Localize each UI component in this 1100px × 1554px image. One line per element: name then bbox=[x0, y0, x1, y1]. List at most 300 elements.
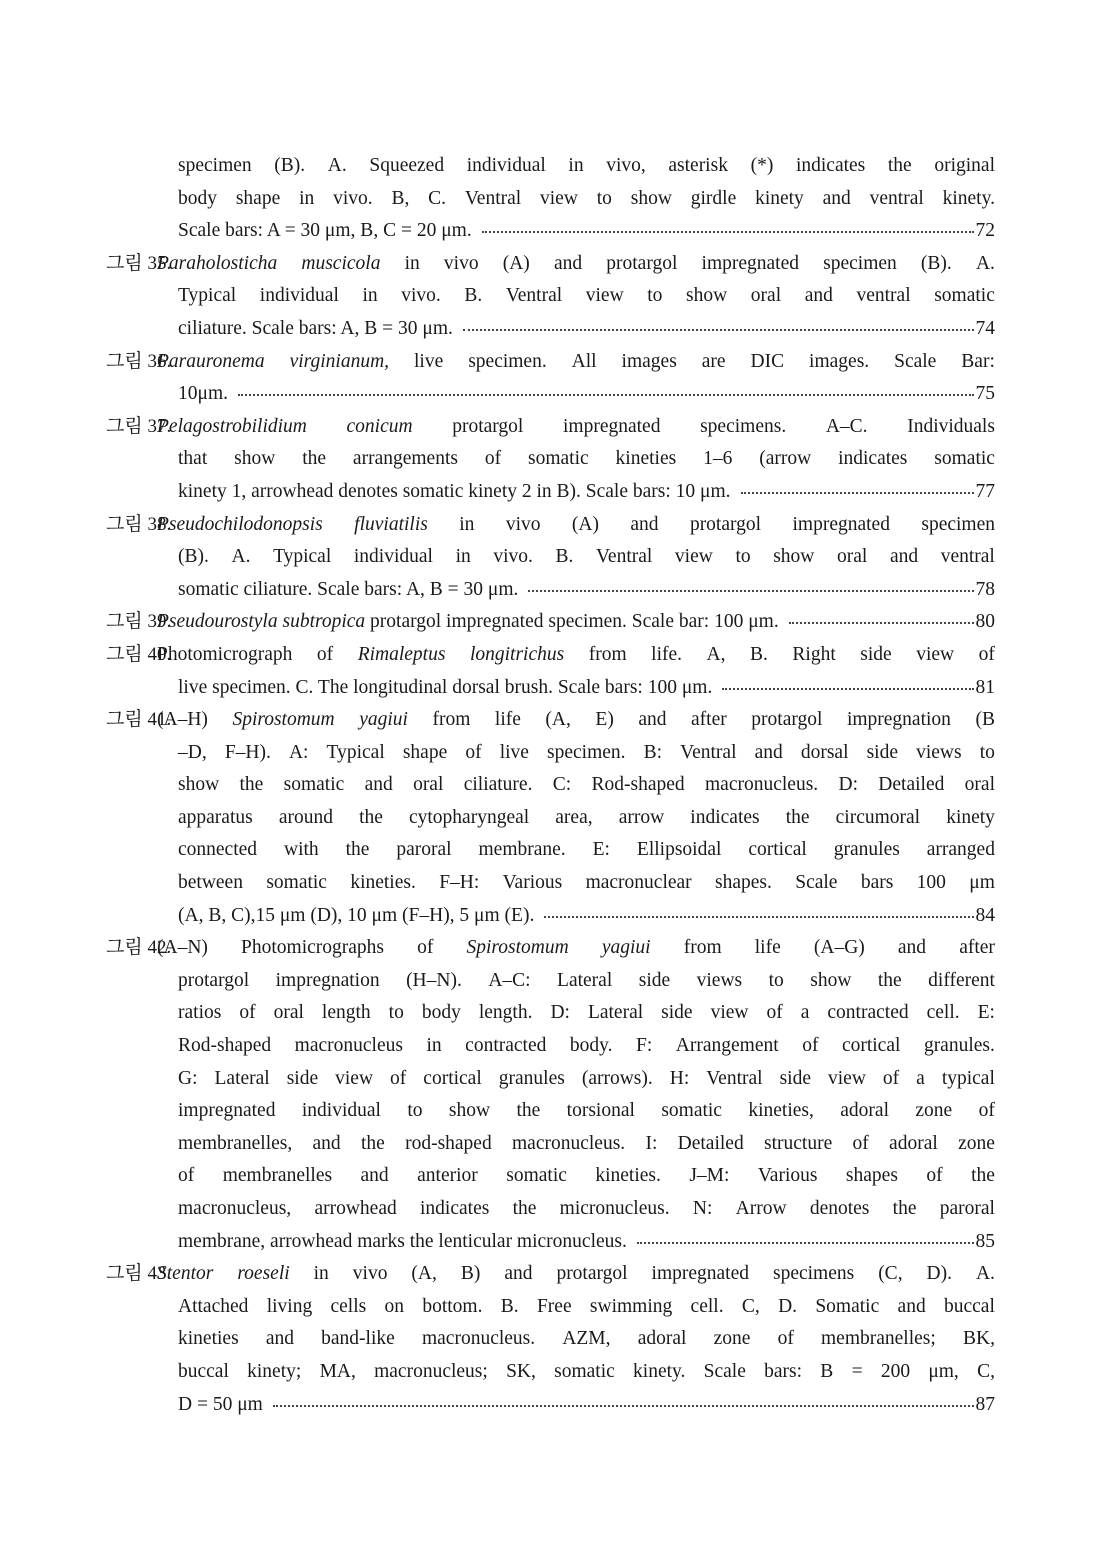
caption-word: (A) bbox=[571, 513, 599, 535]
caption-word: kinety. bbox=[942, 187, 995, 209]
caption-word: somatic bbox=[661, 1100, 722, 1122]
caption-word: individual bbox=[301, 1100, 381, 1122]
caption-word: specimen bbox=[178, 155, 252, 176]
caption-word: in bbox=[299, 187, 315, 209]
caption-word: and bbox=[504, 1263, 533, 1285]
caption-word: anterior bbox=[417, 1165, 478, 1187]
caption-word: adoral bbox=[637, 1328, 687, 1350]
caption-word: images bbox=[621, 350, 677, 372]
caption-word: body bbox=[178, 187, 217, 209]
page-number: 87 bbox=[975, 1393, 995, 1415]
caption-word: B bbox=[820, 1360, 834, 1382]
caption-line bbox=[178, 1063, 995, 1096]
caption-word: view bbox=[674, 546, 713, 568]
caption-word: (A–H) bbox=[157, 709, 208, 731]
caption-word: in bbox=[568, 155, 584, 176]
caption-word: between bbox=[178, 872, 243, 894]
caption-word: Lateral bbox=[214, 1067, 270, 1089]
caption-word: Typical bbox=[273, 546, 332, 568]
caption-word: ciliature. bbox=[463, 774, 533, 796]
figure-caption bbox=[178, 150, 995, 248]
species-word: conicum bbox=[346, 415, 413, 437]
caption-word: of bbox=[978, 643, 995, 665]
caption-line bbox=[178, 541, 995, 574]
page-number: 74 bbox=[975, 317, 995, 339]
caption-word: D). bbox=[926, 1263, 952, 1285]
caption-word: Free bbox=[536, 1295, 572, 1317]
caption-word: impregnation bbox=[275, 969, 380, 991]
figure-list bbox=[0, 150, 1100, 1421]
caption-word: and bbox=[897, 1295, 926, 1317]
species-word: Spirostomum bbox=[232, 709, 335, 731]
caption-word: on bbox=[384, 1295, 405, 1317]
caption-word: live bbox=[414, 350, 444, 372]
caption-word: (A) bbox=[502, 252, 530, 274]
caption-text: somatic ciliature. Scale bars: A, B = 30 μm. bbox=[178, 578, 519, 600]
caption-word: images. bbox=[809, 350, 870, 372]
caption-word: in bbox=[459, 513, 475, 535]
caption-word: J–M: bbox=[689, 1165, 730, 1187]
caption-word: apparatus bbox=[178, 806, 253, 828]
caption-word: (A, bbox=[411, 1263, 437, 1285]
caption-word: membrane. bbox=[478, 839, 566, 861]
caption-word: impregnated bbox=[562, 415, 661, 437]
caption-text bbox=[178, 997, 995, 1030]
caption-word: kineties bbox=[615, 448, 677, 470]
caption-line bbox=[178, 769, 995, 802]
caption-line bbox=[178, 1356, 995, 1389]
figure-number: 그림 42. bbox=[106, 937, 172, 959]
species-word: Paraholosticha bbox=[157, 252, 278, 274]
caption-word: D: bbox=[838, 774, 858, 796]
figure-entry bbox=[0, 704, 1100, 932]
caption-line bbox=[178, 1291, 995, 1324]
caption-word: indicates bbox=[838, 448, 908, 470]
caption-line bbox=[178, 737, 995, 770]
caption-word: Typical bbox=[326, 741, 385, 763]
caption-word: to bbox=[647, 285, 663, 307]
caption-word: 200 bbox=[880, 1360, 911, 1382]
caption-word: live bbox=[499, 741, 529, 763]
caption-word: shape bbox=[235, 187, 281, 209]
caption-word: specimen. bbox=[468, 350, 547, 372]
caption-word: show bbox=[810, 969, 852, 991]
caption-line bbox=[178, 834, 995, 867]
caption-word: macronucleus. bbox=[705, 774, 819, 796]
figure-entry bbox=[0, 509, 1100, 607]
caption-word: zone bbox=[915, 1100, 953, 1122]
caption-word: AZM, bbox=[562, 1328, 611, 1350]
caption-word: Ventral bbox=[505, 285, 563, 307]
caption-word: of bbox=[802, 1035, 819, 1057]
caption-line bbox=[178, 476, 995, 509]
caption-word: and bbox=[754, 741, 783, 763]
species-word: yagiui bbox=[359, 709, 408, 731]
caption-word: view bbox=[710, 1002, 749, 1024]
species-word: Stentor bbox=[157, 1263, 214, 1285]
caption-word: paroral bbox=[939, 1198, 995, 1219]
caption-word: to bbox=[735, 546, 751, 568]
caption-word: C: bbox=[552, 774, 572, 796]
caption-word: C, bbox=[977, 1360, 995, 1382]
caption-word: Rod-shaped bbox=[591, 774, 685, 796]
caption-word: individual bbox=[259, 285, 339, 307]
dot-leader bbox=[463, 314, 974, 334]
caption-word: membranelles, bbox=[178, 1132, 293, 1154]
caption-word: cell. bbox=[926, 1002, 960, 1024]
caption-word: Ventral bbox=[706, 1067, 763, 1089]
caption-word: and bbox=[265, 1328, 294, 1350]
caption-word: show bbox=[630, 187, 672, 209]
caption-word: zone bbox=[958, 1132, 995, 1154]
caption-word: Detailed bbox=[878, 774, 945, 796]
caption-word: arrangements bbox=[352, 448, 458, 470]
caption-word: from bbox=[683, 937, 722, 959]
caption-word: of bbox=[465, 741, 482, 763]
figure-entry bbox=[0, 411, 1100, 509]
caption-word: specimen bbox=[921, 513, 995, 535]
caption-word: in bbox=[404, 252, 420, 274]
figure-number: 그림 40. bbox=[106, 643, 172, 665]
caption-word: to bbox=[768, 969, 784, 991]
caption-word: living bbox=[266, 1295, 313, 1317]
caption-text bbox=[178, 1193, 995, 1226]
caption-word: macronucleus. bbox=[512, 1132, 626, 1154]
caption-word: indicates bbox=[795, 155, 866, 176]
caption-text bbox=[178, 280, 995, 313]
page-number: 78 bbox=[975, 578, 995, 600]
caption-text: (A, B, C),15 μm (D), 10 μm (F–H), 5 μm (E). bbox=[178, 904, 535, 926]
caption-line bbox=[178, 1193, 995, 1226]
caption-word: impregnated bbox=[792, 513, 890, 535]
caption-word: cortical bbox=[748, 839, 807, 861]
caption-word: contracted bbox=[827, 1002, 909, 1024]
caption-word: of bbox=[926, 1165, 943, 1187]
caption-word: buccal bbox=[178, 1360, 229, 1382]
caption-word: oral bbox=[273, 1002, 304, 1024]
caption-word: Right bbox=[792, 643, 836, 665]
caption-word: ventral bbox=[869, 187, 924, 209]
caption-word: length. bbox=[478, 1002, 533, 1024]
caption-word: (A, bbox=[545, 709, 571, 731]
caption-word: B) bbox=[460, 1263, 481, 1285]
caption-line bbox=[178, 1389, 995, 1422]
caption-word: asterisk bbox=[668, 155, 728, 176]
figure-number: 그림 41. bbox=[106, 709, 172, 731]
caption-word: arrowhead bbox=[314, 1198, 397, 1219]
caption-word: life bbox=[754, 937, 781, 959]
caption-word: of bbox=[882, 1067, 900, 1089]
caption-word: and bbox=[364, 774, 393, 796]
caption-word: from bbox=[588, 643, 627, 665]
caption-word: (A–G) bbox=[813, 937, 865, 959]
caption-word: B. bbox=[750, 643, 768, 665]
caption-word: (B). bbox=[920, 252, 952, 274]
caption-word: shapes bbox=[845, 1165, 898, 1187]
caption-word: Ventral bbox=[680, 741, 737, 763]
caption-word: vivo bbox=[352, 1263, 388, 1285]
caption-word: Lateral bbox=[557, 969, 613, 991]
caption-word: (B bbox=[975, 709, 995, 731]
caption-word: B: bbox=[643, 741, 663, 763]
caption-word: that bbox=[178, 448, 208, 470]
caption-word: specimen. bbox=[547, 741, 626, 763]
figure-number: 그림 37. bbox=[106, 415, 172, 437]
caption-word: Various bbox=[757, 1165, 818, 1187]
caption-word: (H–N). bbox=[406, 969, 462, 991]
caption-word: of bbox=[852, 1132, 869, 1154]
caption-line bbox=[157, 509, 995, 542]
caption-word: kinety bbox=[946, 806, 995, 828]
species-word: roeseli bbox=[237, 1263, 290, 1285]
figure-caption bbox=[157, 1258, 995, 1421]
caption-word: bottom. bbox=[422, 1295, 483, 1317]
caption-word: membranelles; bbox=[821, 1328, 936, 1350]
caption-word: MA, bbox=[319, 1360, 356, 1382]
caption-word: cell. bbox=[690, 1295, 724, 1317]
caption-word: Typical bbox=[178, 285, 237, 307]
caption-word: impregnated bbox=[651, 1263, 750, 1285]
page-number: 81 bbox=[975, 676, 995, 698]
caption-word: cytopharyngeal bbox=[408, 806, 530, 828]
caption-word: around bbox=[278, 806, 333, 828]
caption-word: somatic bbox=[934, 285, 995, 307]
caption-word: individual bbox=[466, 155, 546, 176]
dot-leader bbox=[789, 608, 974, 628]
caption-word: C. bbox=[428, 187, 447, 209]
caption-text bbox=[178, 1030, 995, 1063]
caption-line bbox=[157, 639, 995, 672]
caption-word: specimen bbox=[823, 252, 897, 274]
caption-word: side bbox=[661, 1002, 693, 1024]
caption-word: shapes. bbox=[715, 872, 772, 894]
caption-word: kineties bbox=[178, 1328, 239, 1350]
caption-word: show bbox=[773, 546, 815, 568]
caption-line bbox=[178, 1160, 995, 1193]
caption-word: E: bbox=[592, 839, 610, 861]
caption-word: show bbox=[178, 774, 220, 796]
caption-word: different bbox=[928, 969, 995, 991]
caption-word: after bbox=[959, 937, 995, 959]
caption-text bbox=[178, 834, 995, 867]
caption-word: oral bbox=[964, 774, 995, 796]
caption-word: (A–N) bbox=[157, 937, 208, 959]
caption-word: cells bbox=[330, 1295, 367, 1317]
caption-word: body bbox=[421, 1002, 461, 1024]
caption-word: macronucleus; bbox=[374, 1360, 488, 1382]
caption-word: views bbox=[696, 969, 743, 991]
caption-word: (B). bbox=[178, 546, 209, 568]
caption-word: protargol bbox=[452, 415, 524, 437]
caption-word: dorsal bbox=[800, 741, 849, 763]
caption-line bbox=[157, 606, 995, 639]
caption-word: specimens bbox=[772, 1263, 855, 1285]
caption-word: SK, bbox=[506, 1360, 536, 1382]
caption-word: impregnation bbox=[846, 709, 951, 731]
caption-word: oral bbox=[750, 285, 782, 307]
caption-text: ciliature. Scale bars: A, B = 30 μm. bbox=[178, 317, 453, 339]
caption-word: kineties, bbox=[748, 1100, 814, 1122]
caption-word: indicates bbox=[690, 806, 760, 828]
caption-word: and bbox=[897, 937, 927, 959]
caption-text bbox=[178, 443, 995, 476]
caption-word: ratios bbox=[178, 1002, 222, 1024]
caption-text bbox=[178, 1356, 995, 1389]
caption-word: impregnated bbox=[178, 1100, 276, 1122]
caption-word: a bbox=[800, 1002, 810, 1024]
caption-word: granules. bbox=[923, 1035, 995, 1057]
caption-line bbox=[178, 802, 995, 835]
caption-word: to bbox=[979, 741, 995, 763]
caption-word: 1–6 bbox=[703, 448, 733, 470]
caption-word: of bbox=[766, 1002, 783, 1024]
figure-caption bbox=[157, 346, 995, 411]
caption-word: Lateral bbox=[587, 1002, 644, 1024]
caption-word: arranged bbox=[926, 839, 995, 861]
caption-word: oral bbox=[413, 774, 444, 796]
caption-word: A, bbox=[706, 643, 726, 665]
caption-word: buccal bbox=[944, 1295, 995, 1317]
caption-word: Scale bbox=[894, 350, 937, 372]
caption-word: and bbox=[553, 252, 583, 274]
page-number: 80 bbox=[975, 611, 995, 633]
caption-word: of bbox=[484, 448, 502, 470]
caption-word: rod-shaped bbox=[405, 1132, 492, 1154]
species-name: Pseudourostyla subtropica bbox=[157, 611, 366, 633]
caption-line bbox=[157, 248, 995, 281]
caption-line bbox=[178, 1323, 995, 1356]
caption-line bbox=[178, 867, 995, 900]
caption-word: Scale bbox=[795, 872, 838, 894]
caption-text bbox=[178, 1063, 995, 1096]
caption-word: arrow bbox=[618, 806, 665, 828]
caption-word: view bbox=[540, 187, 578, 209]
caption-word: side bbox=[286, 1067, 319, 1089]
species-word: Spirostomum bbox=[466, 937, 569, 959]
caption-line bbox=[157, 411, 995, 444]
caption-word: to bbox=[407, 1100, 423, 1122]
figure-caption bbox=[157, 411, 995, 509]
caption-word: I: bbox=[645, 1132, 658, 1154]
caption-word: of bbox=[316, 643, 334, 665]
caption-word: kinety. bbox=[633, 1360, 686, 1382]
caption-line bbox=[178, 900, 995, 933]
caption-word: after bbox=[691, 709, 727, 731]
caption-word: bars bbox=[860, 872, 894, 894]
caption-word: (B). bbox=[274, 155, 306, 176]
caption-word: of bbox=[978, 1100, 995, 1122]
caption-word: views bbox=[916, 741, 962, 763]
caption-word: Squeezed bbox=[369, 155, 445, 176]
caption-word: show bbox=[234, 448, 276, 470]
caption-word: Individuals bbox=[907, 415, 995, 437]
caption-word: swimming bbox=[589, 1295, 673, 1317]
page-number: 77 bbox=[975, 480, 995, 502]
caption-line bbox=[178, 574, 995, 607]
caption-word: macronuclear bbox=[585, 872, 692, 894]
caption-word: somatic bbox=[266, 872, 327, 894]
caption-word: life. bbox=[651, 643, 683, 665]
caption-word: vivo bbox=[443, 252, 479, 274]
caption-word: adoral bbox=[889, 1132, 938, 1154]
caption-word: A. bbox=[327, 155, 347, 176]
caption-line bbox=[178, 1128, 995, 1161]
caption-word: kineties. bbox=[350, 872, 416, 894]
caption-line bbox=[178, 997, 995, 1030]
caption-line bbox=[178, 313, 995, 346]
caption-word: Attached bbox=[178, 1295, 249, 1317]
caption-word: side bbox=[638, 969, 671, 991]
caption-text: membrane, arrowhead marks the lenticular micronucleus. bbox=[178, 1230, 627, 1252]
species-word: muscicola bbox=[301, 252, 381, 274]
caption-line bbox=[178, 1030, 995, 1063]
caption-word: D: bbox=[550, 1002, 570, 1024]
dot-leader bbox=[722, 673, 973, 693]
caption-word: view bbox=[828, 1067, 866, 1089]
caption-text: Scale bars: A = 30 μm, B, C = 20 μm. bbox=[178, 220, 472, 242]
page-number: 75 bbox=[975, 383, 995, 405]
species-word: fluviatilis bbox=[354, 513, 428, 535]
caption-word: N: bbox=[692, 1198, 713, 1219]
caption-word: protargol bbox=[556, 1263, 628, 1285]
caption-word: girdle bbox=[690, 187, 737, 209]
caption-word: DIC bbox=[750, 350, 785, 372]
figure-caption bbox=[157, 639, 995, 704]
caption-word: band-like bbox=[321, 1328, 395, 1350]
page-number: 84 bbox=[975, 904, 995, 926]
caption-word: the bbox=[971, 1165, 995, 1187]
caption-line bbox=[178, 150, 995, 183]
caption-word: macronucleus bbox=[294, 1035, 403, 1057]
caption-line bbox=[178, 280, 995, 313]
figure-number: 그림 38. bbox=[106, 513, 172, 535]
caption-word: bars: bbox=[764, 1360, 803, 1382]
caption-word: structure bbox=[764, 1132, 833, 1154]
caption-word: view bbox=[916, 643, 955, 665]
figure-entry bbox=[0, 639, 1100, 704]
caption-word: B, bbox=[391, 187, 410, 209]
figure-entry bbox=[0, 606, 1100, 639]
caption-word: ventral bbox=[940, 546, 995, 568]
caption-word: and bbox=[822, 187, 851, 209]
caption-word: (*) bbox=[750, 155, 774, 176]
caption-word: body. bbox=[569, 1035, 613, 1057]
figure-caption bbox=[157, 509, 995, 607]
caption-word: connected bbox=[178, 839, 258, 861]
caption-word: the bbox=[877, 969, 902, 991]
caption-word: granules bbox=[498, 1067, 565, 1089]
species-word: virginianum, bbox=[289, 350, 390, 372]
species-word: yagiui bbox=[601, 937, 651, 959]
dot-leader bbox=[528, 575, 973, 595]
caption-line bbox=[178, 1226, 995, 1259]
caption-word: of bbox=[239, 1002, 256, 1024]
caption-word: view bbox=[335, 1067, 374, 1089]
caption-word: to bbox=[596, 187, 612, 209]
figure-caption bbox=[157, 704, 995, 932]
caption-text bbox=[178, 541, 995, 574]
caption-word: A. bbox=[231, 546, 251, 568]
caption-text: D = 50 μm bbox=[178, 1393, 263, 1415]
figure-entry bbox=[0, 932, 1100, 1258]
caption-word: protargol bbox=[689, 513, 762, 535]
caption-word: denotes bbox=[809, 1198, 870, 1219]
caption-word: of bbox=[178, 1165, 195, 1187]
caption-line bbox=[157, 704, 995, 737]
caption-word: F–H: bbox=[439, 872, 480, 894]
caption-word: impregnated bbox=[701, 252, 799, 274]
caption-word: 100 bbox=[916, 872, 946, 894]
